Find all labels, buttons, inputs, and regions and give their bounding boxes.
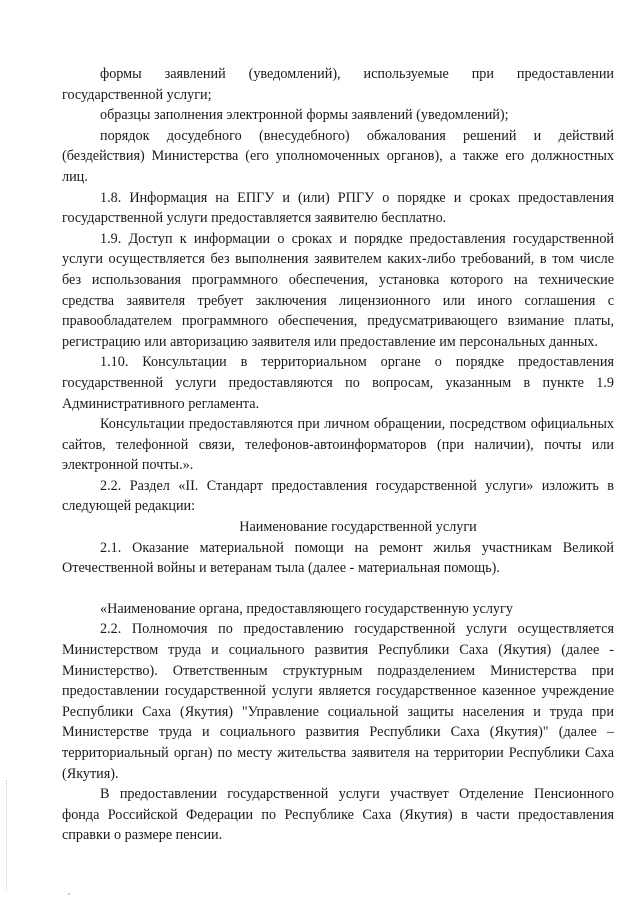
paragraph-1-10: 1.10. Консультации в территориальном органе о порядке предоставления государственной услуги предоставляются по вопросам, указанным в пункте 1.9 Административного регламента. <box>62 354 614 412</box>
heading-service-name: Наименование государственной услуги <box>239 519 477 536</box>
document-body <box>62 64 614 846</box>
paragraph-1-9: 1.9. Доступ к информации о сроках и порядке предоставления государственной услуги осуществляется без выполнения заявителем каких-либо требований, в том числе без использования программного обеспечения, установка которого на технические средства заявителя требует заключения лицензионного или иного соглашения с правообладателем программного обеспечения, предусматривающего взимание платы, регистрацию или авторизацию заявителя или предоставление им персональных данных. <box>62 230 614 350</box>
paragraph-2-2-authority: 2.2. Полномочия по предоставлению государственной услуги осуществляется Министерством труда и социального развития Республики Саха (Якутия) (далее - Министерство). Ответственным структурным подразделением Министерства при предоставлении государственной услуги является государственное казенное учреждение Республики Саха (Якутия) "Управление социальной защиты населения и труда при Министерстве труда и социального развития Республики Саха (Якутия)" (далее – территориальный орган) по месту жительства заявителя на территории Республики Саха (Якутия). <box>62 621 614 782</box>
paragraph-2-1: 2.1. Оказание материальной помощи на ремонт жилья участникам Великой Отечественной войны и ветеранам тыла (далее - материальная помощь). <box>62 539 614 577</box>
paragraph-appeal-procedure: порядок досудебного (внесудебного) обжалования решений и действий (бездействия) Министерства (его уполномоченных органов), а также его должностных лиц. <box>62 127 614 185</box>
paragraph-pension-fund: В предоставлении государственной услуги участвует Отделение Пенсионного фонда Российской Федерации по Республике Саха (Якутия) в части предоставления справки о размере пенсии. <box>62 786 614 844</box>
paragraph-samples: образцы заполнения электронной формы заявлений (уведомлений); <box>100 107 509 124</box>
scan-edge-artifact <box>6 780 8 890</box>
heading-providing-body: «Наименование органа, предоставляющего государственную услугу <box>100 600 513 617</box>
paragraph-consultations: Консультации предоставляются при личном обращении, посредством официальных сайтов, телефонной связи, телефонов-автоинформаторов (при наличии), почты или электронной почты.». <box>62 416 614 474</box>
paragraph-forms: формы заявлений (уведомлений), используемые при предоставлении государственной услуги; <box>62 66 614 103</box>
paragraph-1-8: 1.8. Информация на ЕПГУ и (или) РПГУ о порядке и сроках предоставления государственной услуги предоставляется заявителю бесплатно. <box>62 189 614 227</box>
scan-speck <box>68 893 70 895</box>
paragraph-2-2-section: 2.2. Раздел «II. Стандарт предоставления государственной услуги» изложить в следующей редакции: <box>62 477 614 515</box>
